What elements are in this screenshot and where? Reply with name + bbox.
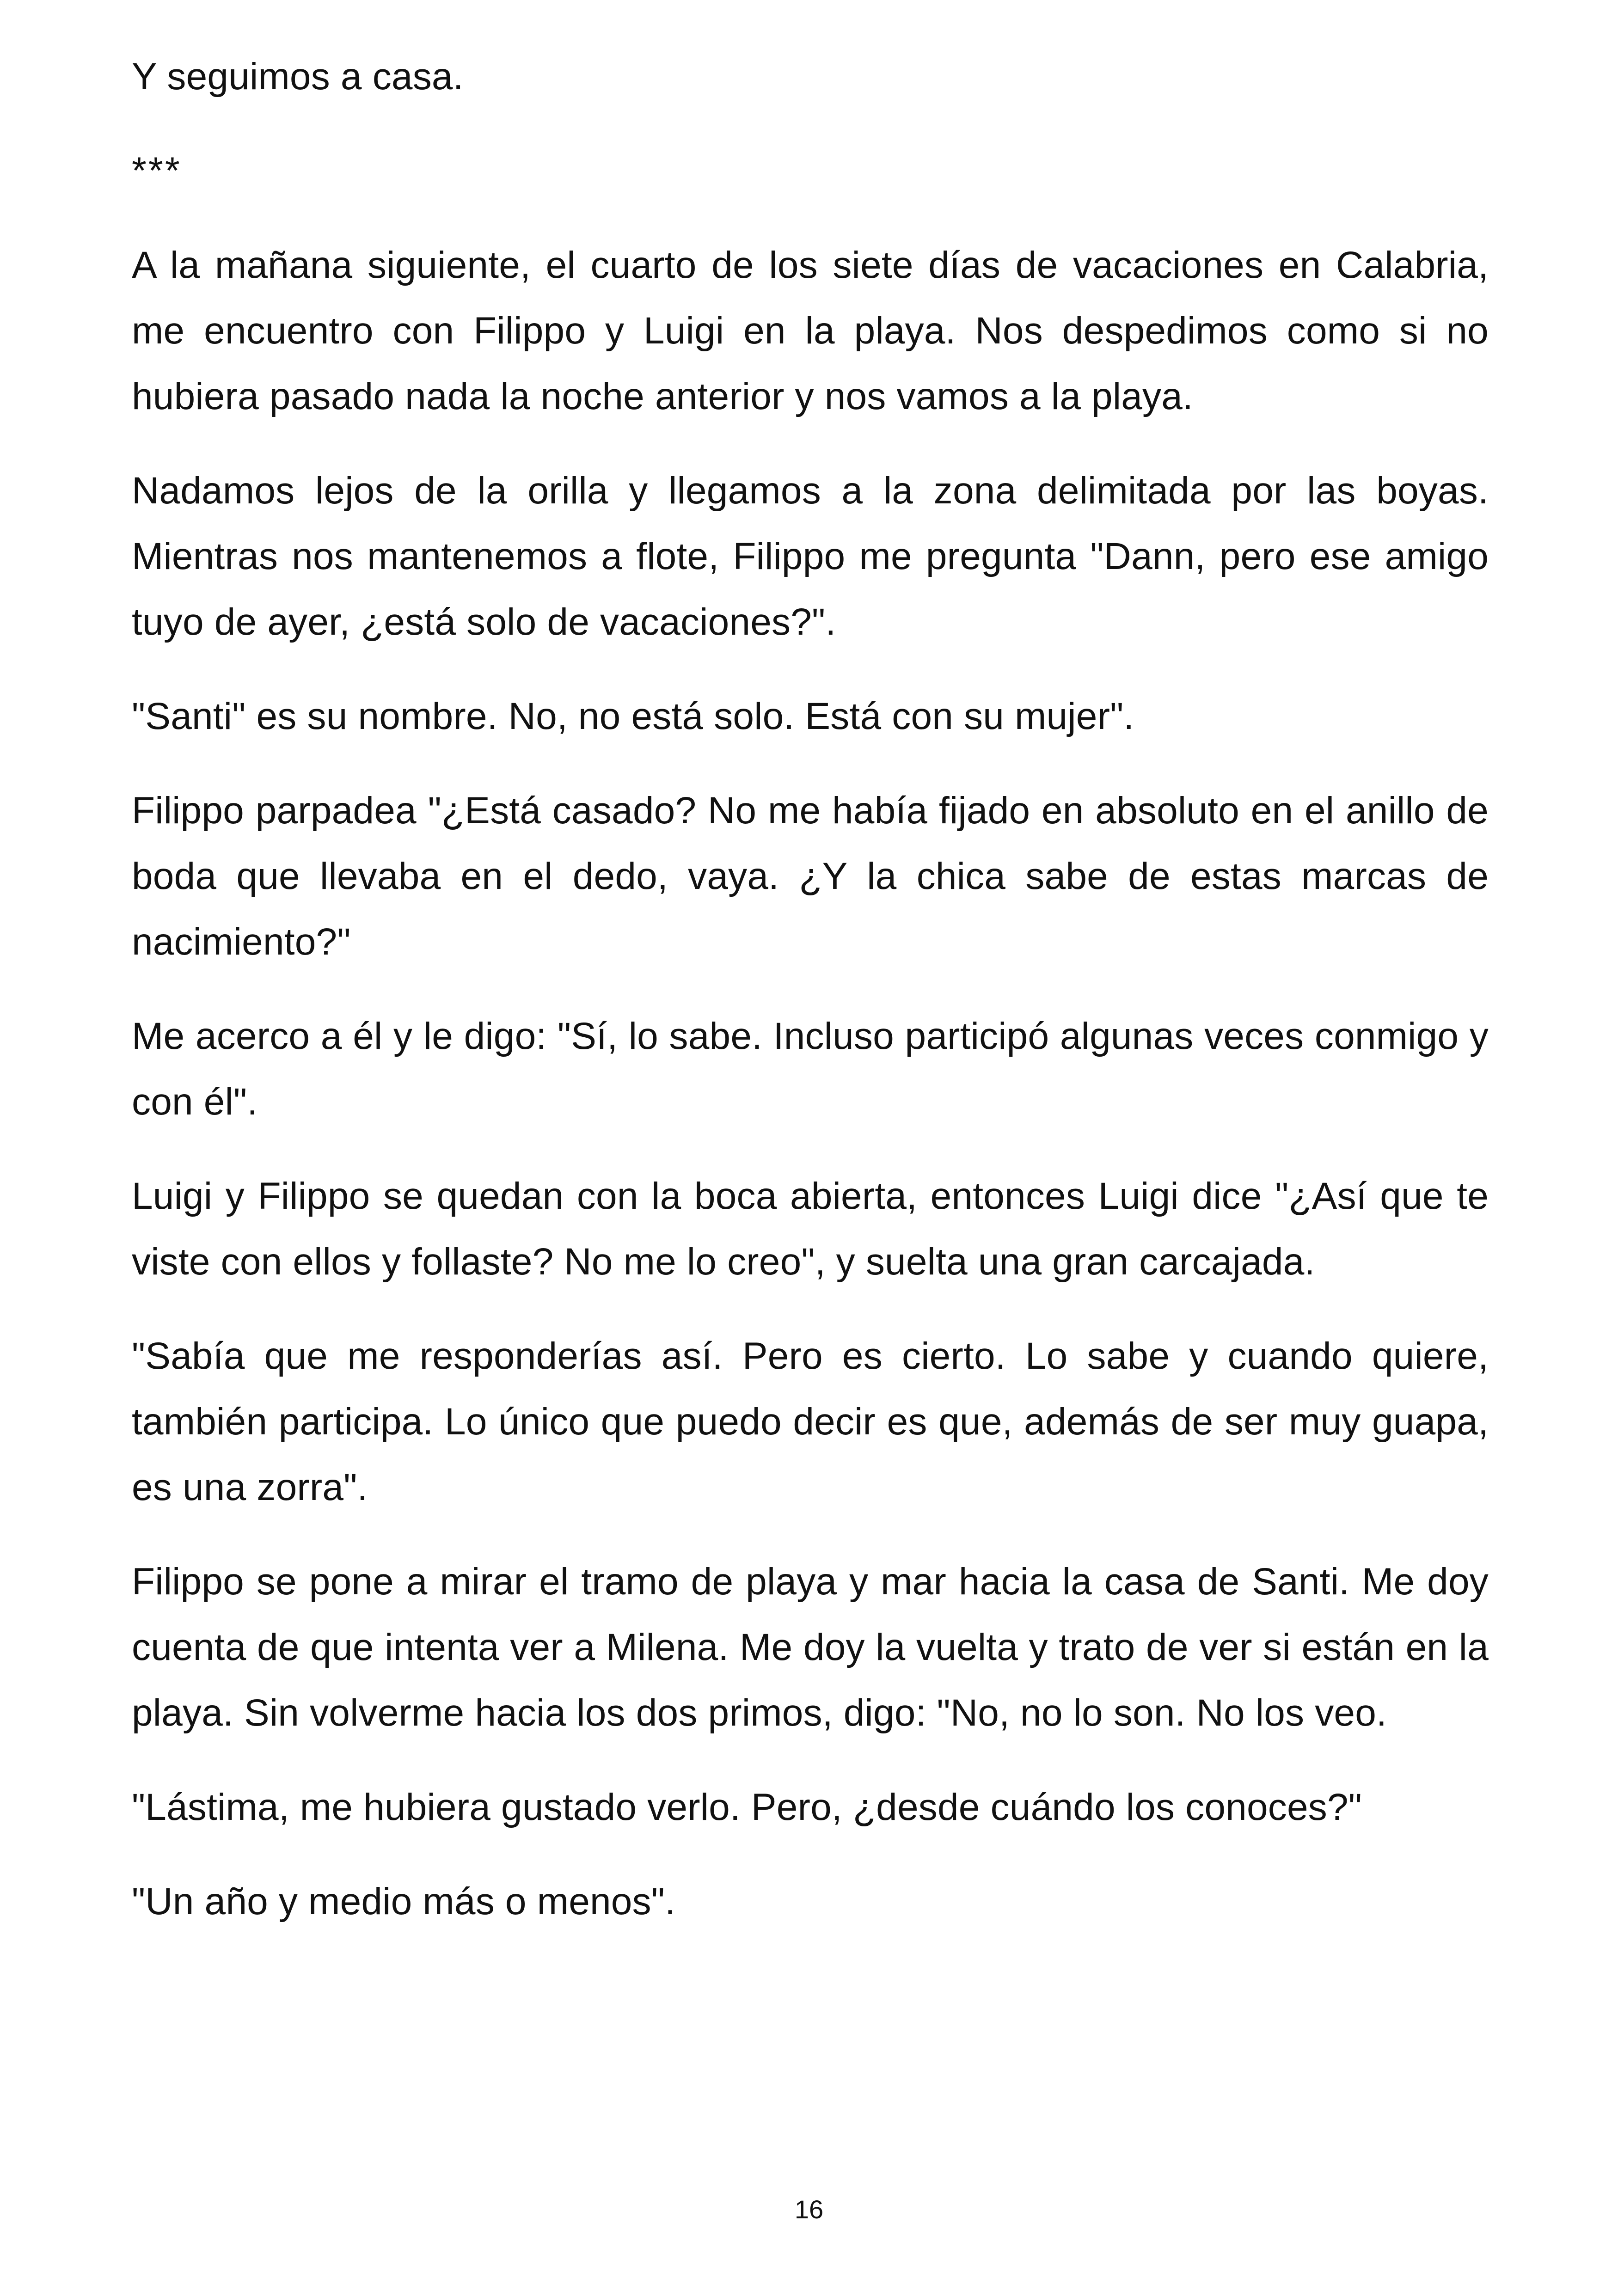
paragraph-4: "Santi" es su nombre. No, no está solo. Está con su mujer".: [132, 695, 1134, 737]
scene-separator: ***: [132, 150, 182, 192]
paragraph-9: Filippo se pone a mirar el tramo de playa y mar hacia la casa de Santi. Me doy cuenta de que intenta ver a Milena. Me doy la vuelta y trato de ver si están en la playa. Sin volverme hacia los dos primos, digo: "No, no lo son. No los veo.: [132, 1561, 1489, 1734]
paragraph-10: "Lástima, me hubiera gustado verlo. Pero, ¿desde cuándo los conoces?": [132, 1786, 1362, 1828]
paragraph-7: Luigi y Filippo se quedan con la boca abierta, entonces Luigi dice "¿Así que te viste con ellos y follaste? No me lo creo", y suelta una gran carcajada.: [132, 1175, 1489, 1283]
paragraph-3: Nadamos lejos de la orilla y llegamos a la zona delimitada por las boyas. Mientras nos mantenemos a flote, Filippo me pregunta "Dann, pero ese amigo tuyo de ayer, ¿está solo de vacaciones?".: [132, 470, 1489, 643]
body-text: [132, 44, 1489, 1963]
paragraph-8: "Sabía que me responderías así. Pero es cierto. Lo sabe y cuando quiere, también participa. Lo único que puedo decir es que, además de ser muy guapa, es una zorra".: [132, 1335, 1489, 1508]
paragraph-2: A la mañana siguiente, el cuarto de los siete días de vacaciones en Calabria, me encuentro con Filippo y Luigi en la playa. Nos despedimos como si no hubiera pasado nada la noche anterior y nos vamos a la playa.: [132, 244, 1489, 417]
paragraph-6: Me acerco a él y le digo: "Sí, lo sabe. Incluso participó algunas veces conmigo y con él".: [132, 1015, 1489, 1123]
page-number: 16: [794, 2195, 824, 2224]
paragraph-11: "Un año y medio más o menos".: [132, 1880, 676, 1923]
paragraph-5: Filippo parpadea "¿Está casado? No me había fijado en absoluto en el anillo de boda que llevaba en el dedo, vaya. ¿Y la chica sabe de estas marcas de nacimiento?": [132, 790, 1489, 963]
paragraph-1: Y seguimos a casa.: [132, 55, 464, 98]
